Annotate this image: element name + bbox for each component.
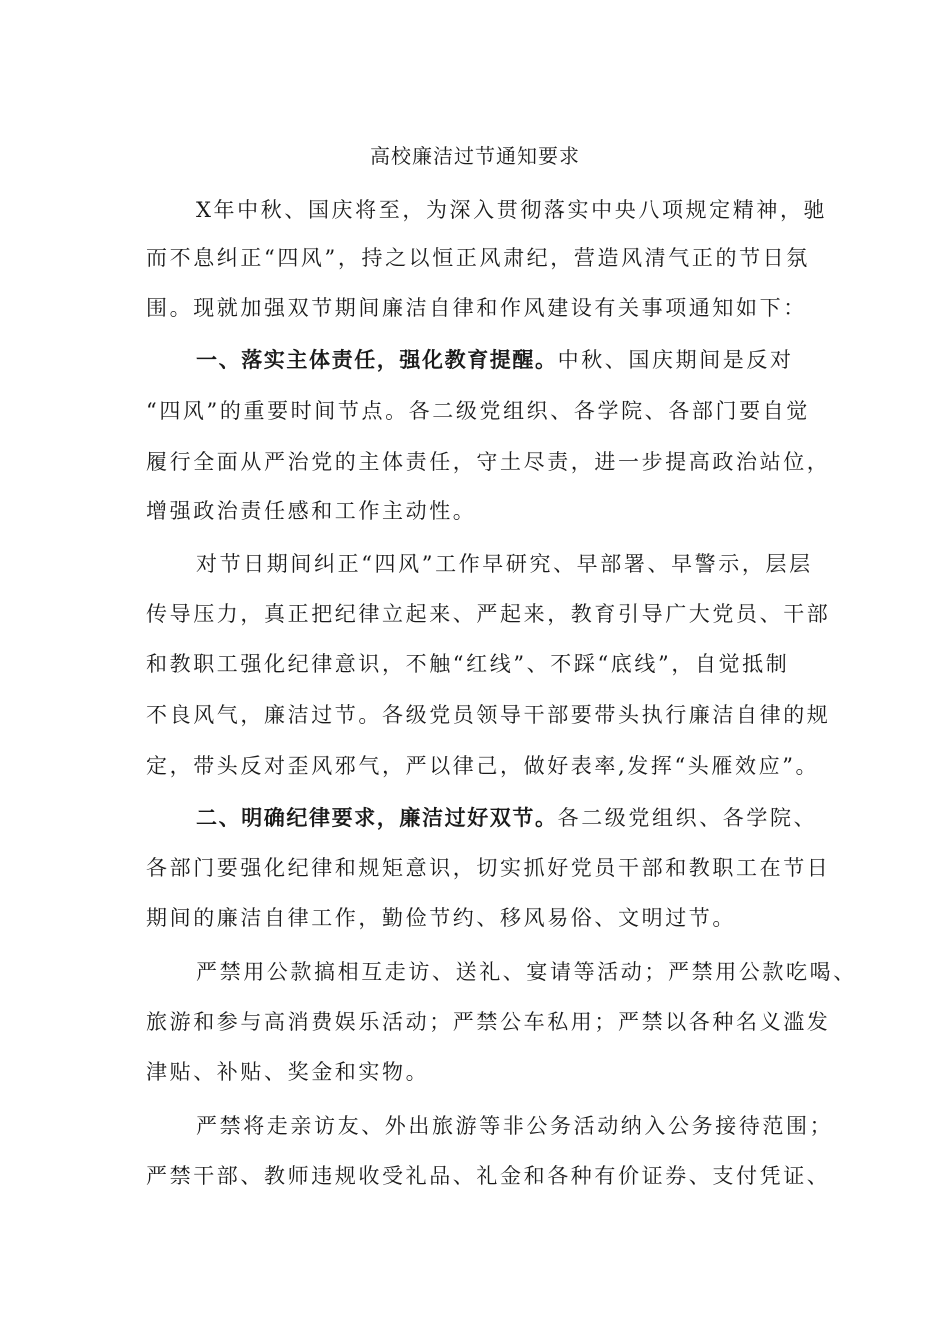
- line-text: 严禁用公款搞相互走访、送礼、宴请等活动；严禁用公款吃喝、: [196, 960, 857, 984]
- section-heading: 二、明确纪律要求，廉洁过好双节。: [196, 806, 558, 830]
- text-line: [146, 649, 789, 679]
- line-text: 对节日期间纠正“四风”工作早研究、早部署、早警示，层层: [196, 552, 813, 576]
- text-line: [146, 853, 830, 883]
- text-line: [196, 345, 794, 375]
- document-title: 高校廉洁过节通知要求: [370, 144, 580, 168]
- text-line: [146, 1007, 830, 1037]
- text-line: [146, 751, 819, 781]
- text-line: [146, 447, 830, 477]
- text-line: [196, 803, 817, 833]
- text-line: [196, 195, 827, 225]
- text-line: [196, 549, 813, 579]
- line-text: 增强政治责任感和工作主动性。: [146, 499, 477, 523]
- text-line: [146, 1161, 830, 1191]
- line-text: 严禁干部、教师违规收受礼品、礼金和各种有价证券、支付凭证、: [146, 1164, 831, 1188]
- text-line: [146, 1057, 429, 1087]
- text-line: [146, 496, 476, 526]
- line-text: 而不息纠正“四风”，持之以恒正风肃纪，营造风清气正的节日氛: [146, 246, 810, 270]
- section-heading: 一、落实主体责任，强化教育提醒。: [196, 348, 558, 372]
- text-line: [146, 396, 810, 426]
- line-text: 履行全面从严治党的主体责任，守土尽责，进一步提高政治站位，: [146, 450, 831, 474]
- line-text: 中秋、国庆期间是反对: [557, 348, 794, 372]
- line-text: 定，带头反对歪风邪气，严以律己，做好表率,发挥“头雁效应”。: [146, 754, 820, 778]
- line-text: 津贴、补贴、奖金和实物。: [146, 1060, 430, 1084]
- line-text: “四风”的重要时间节点。各二级党组织、各学院、各部门要自觉: [146, 399, 810, 423]
- text-line: [146, 903, 736, 933]
- line-text: 期间的廉洁自律工作，勤俭节约、移风易俗、文明过节。: [146, 906, 736, 930]
- line-text: X年中秋、国庆将至，为深入贯彻落实中央八项规定精神，驰: [196, 198, 828, 222]
- line-text: 旅游和参与高消费娱乐活动；严禁公车私用；严禁以各种名义滥发: [146, 1010, 831, 1034]
- text-line: [146, 599, 830, 629]
- text-line: [196, 1111, 833, 1141]
- line-text: 和教职工强化纪律意识，不触“红线”、不踩“底线”，自觉抵制: [146, 652, 790, 676]
- line-text: 各二级党组织、各学院、: [557, 806, 818, 830]
- text-line: [196, 957, 857, 987]
- line-text: 围。现就加强双节期间廉洁自律和作风建设有关事项通知如下：: [146, 296, 807, 320]
- text-line: [146, 243, 810, 273]
- line-text: 严禁将走亲访友、外出旅游等非公务活动纳入公务接待范围；: [196, 1114, 834, 1138]
- line-text: 不良风气，廉洁过节。各级党员领导干部要带头执行廉洁自律的规: [146, 703, 831, 727]
- text-line: [146, 293, 807, 323]
- line-text: 传导压力，真正把纪律立起来、严起来，教育引导广大党员、干部: [146, 602, 831, 626]
- text-line: [146, 700, 830, 730]
- line-text: 各部门要强化纪律和规矩意识，切实抓好党员干部和教职工在节日: [146, 856, 831, 880]
